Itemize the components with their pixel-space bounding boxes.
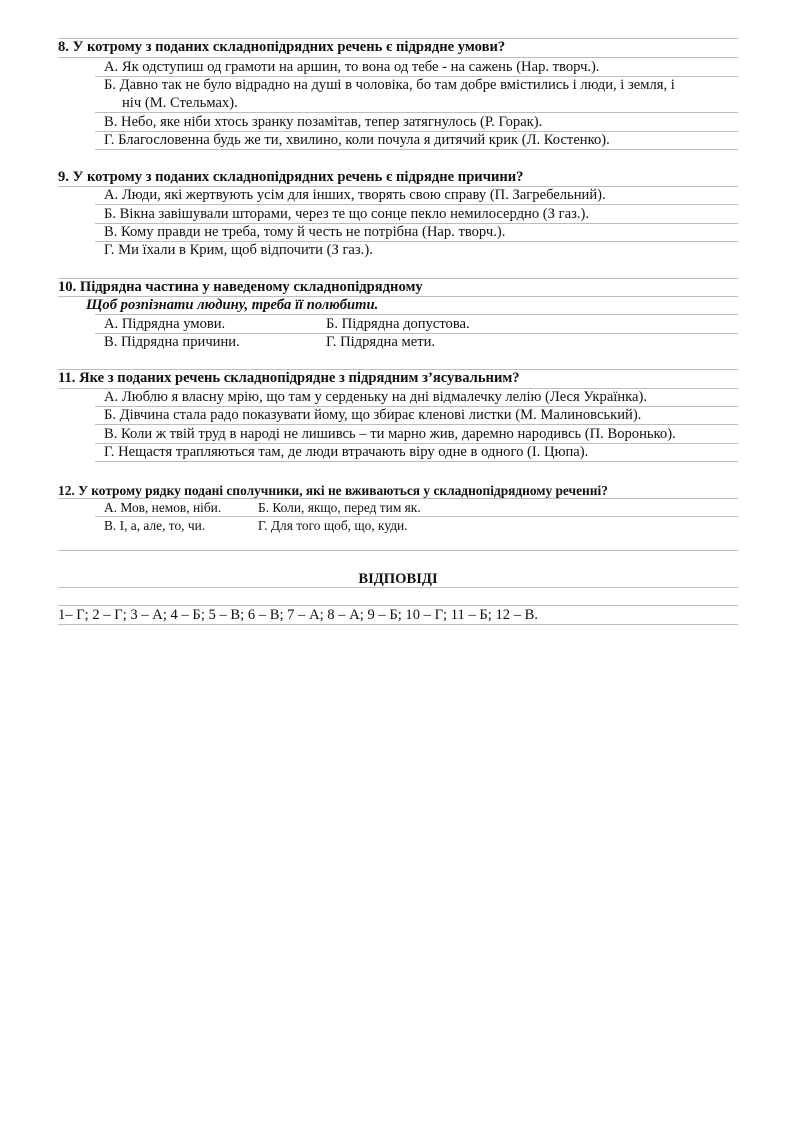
question-8-option-b: Б. Давно так не було відрадно на душі в чоловіка, бо там добре вмістились і люди, і земля, і: [104, 77, 675, 93]
question-10-title: 10. Підрядна частина у наведеному складнопідрядному: [58, 279, 423, 295]
divider: [58, 587, 738, 588]
question-12-option-c: В. І, а, але, то, чи.: [104, 518, 206, 533]
divider: [95, 314, 738, 315]
divider: [95, 461, 738, 462]
question-8-option-a: А. Як одступиш од грамоти на аршин, то вона од тебе - на сажень (Нар. творч.).: [104, 59, 600, 75]
divider: [95, 424, 738, 425]
question-9-title: 9. У котрому з поданих складнопідрядних речень є підрядне причини?: [58, 169, 524, 185]
question-12-option-b: Б. Коли, якщо, перед тим як.: [258, 500, 421, 515]
question-8-option-d: Г. Благословенна будь же ти, хвилино, коли почула я дитячий крик (Л. Костенко).: [104, 132, 610, 148]
question-10-option-a: А. Підрядна умови.: [104, 316, 226, 332]
divider: [58, 57, 738, 58]
divider: [95, 112, 738, 113]
question-12-title: 12. У котрому рядку подані сполучники, які не вживаються у складнопідрядному реченні?: [58, 483, 608, 498]
question-10-option-d: Г. Підрядна мети.: [326, 334, 436, 350]
question-9-option-d: Г. Ми їхали в Крим, щоб відпочити (З газ.).: [104, 242, 373, 258]
question-11-option-a: А. Люблю я власну мрію, що там у серденьку на дні відмалечку лелію (Леся Українка).: [104, 389, 648, 405]
divider: [58, 550, 738, 551]
question-9-option-a: А. Люди, які жертвують усім для інших, творять свою справу (П. Загребельний).: [104, 187, 606, 203]
question-11-option-d: Г. Нещастя трапляються там, де люди втрачають віру одне в одного (І. Цюпа).: [104, 444, 589, 460]
question-12-option-a: А. Мов, немов, ніби.: [104, 500, 222, 515]
divider: [58, 624, 738, 625]
question-9-option-c: В. Кому правди не треба, тому й честь не потрібна (Нар. творч.).: [104, 224, 506, 240]
question-9-option-b: Б. Вікна завішували шторами, через те що сонце пекло немилосердно (З газ.).: [104, 206, 589, 222]
question-12-option-d: Г. Для того щоб, що, куди.: [258, 518, 408, 533]
question-10-option-c: В. Підрядна причини.: [104, 334, 240, 350]
question-10-sentence: Щоб розпізнати людину, треба її полюбити.: [86, 297, 379, 313]
question-11-title: 11. Яке з поданих речень складнопідрядне з підрядним з’ясувальним?: [58, 370, 520, 386]
answers-key: 1– Г; 2 – Г; 3 – А; 4 – Б; 5 – В; 6 – В; 7 – А; 8 – А; 9 – Б; 10 – Г; 11 – Б; 12 – В.: [58, 607, 539, 623]
question-11-option-c: В. Коли ж твій труд в народі не лишивсь – ти марно жив, даремно народивсь (П. Воронько).: [104, 426, 676, 442]
question-8-option-b-continued: ніч (М. Стельмах).: [122, 95, 238, 111]
question-8-title: 8. У котрому з поданих складнопідрядних речень є підрядне умови?: [58, 39, 506, 55]
divider: [95, 149, 738, 150]
question-10-option-b: Б. Підрядна допустова.: [326, 316, 470, 332]
divider: [58, 605, 738, 606]
question-11-option-b: Б. Дівчина стала радо показувати йому, що збирає кленові листки (М. Малиновський).: [104, 407, 642, 423]
question-8-option-c: В. Небо, яке ніби хтось зранку позамітав, тепер затягнулось (Р. Горак).: [104, 114, 543, 130]
divider: [95, 204, 738, 205]
answers-title: ВІДПОВІДІ: [358, 571, 438, 587]
